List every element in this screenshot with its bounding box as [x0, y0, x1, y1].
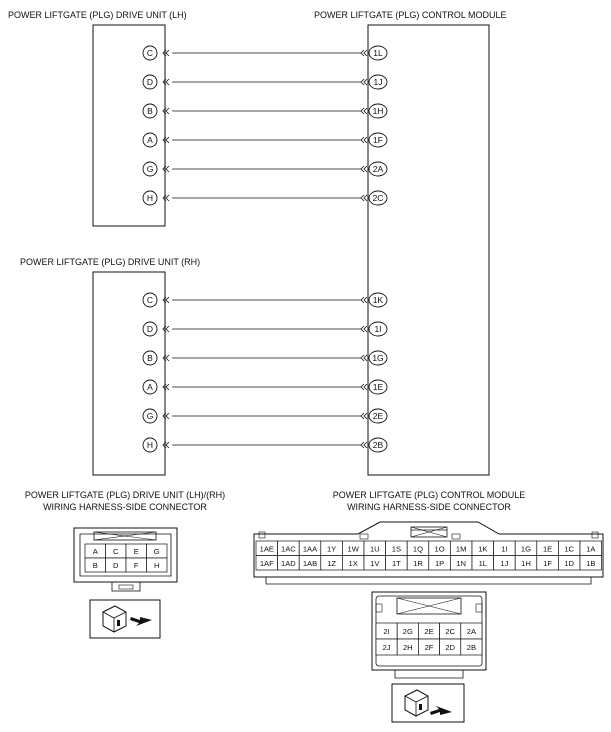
lh-wire-row	[143, 191, 387, 205]
module-connector-2-cell	[461, 623, 482, 639]
drive-connector-cell	[85, 544, 106, 558]
rh-drive-chevron	[163, 384, 169, 390]
rh-drive-chevron	[163, 413, 169, 419]
module-connector-2-cell	[440, 623, 461, 639]
rh-module-pin-label: 2E	[372, 411, 384, 421]
module-connector-2-cell-label: 2F	[424, 643, 434, 652]
rh-drive-pin-label: D	[146, 324, 154, 334]
drive-connector-cell-label: E	[133, 547, 139, 556]
lh-drive-pin-label: G	[146, 164, 154, 174]
rh-module-chevron	[361, 442, 367, 448]
module-connector-1-cell	[450, 541, 472, 556]
lh-module-pin-label: 1J	[373, 77, 383, 87]
module-connector-1-cell-label: 1J	[500, 558, 509, 568]
lh-drive-chevron	[163, 195, 169, 201]
module-connector-1-cell-label: 1B	[586, 558, 596, 568]
module-connector-2-cell	[461, 639, 482, 655]
rh-module-chevron	[361, 355, 367, 361]
module-connector-2-cell-label: 2E	[424, 627, 434, 636]
lh-module-chevron	[361, 137, 367, 143]
module-connector-1-cell	[472, 541, 494, 556]
module-connector-1-cell	[558, 556, 580, 571]
module-connector-1-cell	[386, 556, 408, 571]
module-connector-1-cell-label: 1Y	[326, 544, 337, 554]
drive-connector-cell	[126, 558, 147, 572]
module-connector-1-cell-label: 1AD	[281, 558, 296, 568]
lh-drive-pin-label: H	[146, 193, 154, 203]
module-connector-1-cell-label: 1D	[564, 558, 575, 568]
module-connector-1-cell-label: 1G	[520, 544, 532, 554]
lh-drive-unit-title: POWER LIFTGATE (PLG) DRIVE UNIT (LH)	[8, 10, 187, 20]
lh-module-pin-label: 2C	[372, 193, 384, 203]
module-connector-2-cell	[376, 639, 397, 655]
module-connector-1-cell	[537, 556, 559, 571]
rh-wire-row	[143, 351, 387, 365]
lh-module-pin-label: 2A	[372, 164, 384, 174]
lh-wire-row	[143, 133, 387, 147]
rh-drive-pin-label: C	[146, 295, 154, 305]
control-module-connector-2	[372, 592, 486, 678]
lh-drive-chevron	[163, 50, 169, 56]
module-connector-1-cell-label: 1AF	[259, 558, 274, 568]
rh-module-pin-label: 1I	[374, 324, 382, 334]
module-connector-1-cell	[321, 556, 343, 571]
module-connector-2-cell-label: 2G	[402, 627, 413, 636]
lh-module-chevron	[361, 166, 367, 172]
module-connector-1-cell-label: 1W	[347, 544, 359, 554]
module-connector-1-cell-label: 1P	[434, 558, 445, 568]
module-connector-1-cell	[256, 541, 278, 556]
module-connector-2-cell-label: 2J	[382, 643, 391, 652]
module-connector-1-cell-label: 1V	[370, 558, 380, 568]
drive-connector-cell	[126, 544, 147, 558]
module-connector-1-cell	[429, 556, 451, 571]
lh-wire-row	[143, 75, 387, 89]
module-connector-1-cell-label: 1A	[586, 544, 596, 554]
drive-connector-title-line2: WIRING HARNESS-SIDE CONNECTOR	[43, 502, 207, 512]
rh-module-chevron	[361, 297, 367, 303]
drive-connector-cell-label: D	[113, 561, 119, 570]
rh-drive-pin-label: A	[147, 382, 153, 392]
module-connector-1-cell-label: 1AB	[302, 558, 318, 568]
rh-module-chevron	[361, 413, 367, 419]
module-connector-title-line2: WIRING HARNESS-SIDE CONNECTOR	[347, 502, 511, 512]
module-connector-1-cell	[407, 541, 429, 556]
rh-drive-pin-label: G	[146, 411, 154, 421]
module-connector-1-cell	[364, 541, 386, 556]
module-connector-1-cell-label: 1U	[369, 544, 380, 554]
module-connector-1-cell-label: 1AA	[302, 544, 318, 554]
module-connector-1-cell	[342, 556, 364, 571]
module-connector-1-cell-label: 1L	[478, 558, 488, 568]
lh-drive-pin-label: B	[147, 106, 153, 116]
module-connector-2-cell-label: 2B	[466, 643, 477, 652]
lh-module-chevron	[361, 50, 367, 56]
drive-connector-cell-label: G	[153, 547, 160, 556]
drive-connector-cell-label: C	[113, 547, 119, 556]
rh-module-chevron	[361, 326, 367, 332]
rh-module-pin-label: 1G	[372, 353, 384, 363]
lh-module-chevron	[361, 195, 367, 201]
lh-wire-row	[143, 104, 387, 118]
module-connector-1-cell	[299, 556, 321, 571]
lh-wire-row	[143, 162, 387, 176]
drive-unit-connector	[74, 528, 177, 591]
module-connector-1-cell-label: 1Q	[412, 544, 424, 554]
module-connector-1-cell	[278, 556, 300, 571]
module-connector-2-cell	[418, 639, 439, 655]
lh-wire-row	[143, 46, 387, 60]
drive-connector-cell	[85, 558, 106, 572]
rh-wire-row	[143, 438, 387, 452]
module-connector-1-cell	[580, 556, 602, 571]
drive-connector-cell-label: H	[154, 561, 160, 570]
rh-drive-chevron	[163, 355, 169, 361]
module-connector-1-cell-label: 1R	[413, 558, 423, 568]
module-connector-1-cell	[321, 541, 343, 556]
module-connector-1-cell-label: 1S	[391, 544, 402, 554]
connector-view-icon	[90, 600, 160, 638]
module-connector-1-cell	[580, 541, 602, 556]
lh-drive-chevron	[163, 137, 169, 143]
module-connector-1-cell-label: 1K	[478, 544, 488, 554]
module-connector-1-cell	[407, 556, 429, 571]
rh-drive-chevron	[163, 326, 169, 332]
drive-connector-cell-label: B	[92, 561, 98, 570]
rh-drive-unit-title: POWER LIFTGATE (PLG) DRIVE UNIT (RH)	[20, 257, 201, 267]
module-connector-1-cell-label: 1E	[542, 544, 553, 554]
module-connector-1-cell	[558, 541, 580, 556]
drive-connector-cell	[147, 544, 168, 558]
rh-drive-chevron	[163, 442, 169, 448]
lh-module-chevron	[361, 79, 367, 85]
module-connector-2-cell	[397, 639, 418, 655]
connector-view-icon	[392, 684, 464, 722]
module-connector-1-cell-label: 1M	[455, 544, 467, 554]
rh-module-pin-label: 1E	[372, 382, 384, 392]
rh-wire-group	[143, 293, 387, 452]
module-connector-1-cell	[515, 541, 537, 556]
lh-drive-chevron	[163, 166, 169, 172]
drive-connector-cell-label: A	[92, 547, 98, 556]
drive-connector-title-line1: POWER LIFTGATE (PLG) DRIVE UNIT (LH)/(RH)	[24, 490, 226, 500]
module-connector-1-cell-label: 1X	[348, 558, 358, 568]
module-connector-1-cell-label: 1H	[521, 558, 531, 568]
rh-wire-row	[143, 380, 387, 394]
rh-module-pin-label: 2B	[372, 440, 384, 450]
module-connector-1-cell-label: 1N	[456, 558, 467, 568]
control-module-title: POWER LIFTGATE (PLG) CONTROL MODULE	[314, 10, 507, 20]
lh-module-chevron	[361, 108, 367, 114]
module-connector-2-cell-label: 2C	[445, 627, 456, 636]
lh-module-pin-label: 1F	[373, 135, 383, 145]
module-connector-1-cell	[278, 541, 300, 556]
module-connector-2-cell-label: 2D	[445, 643, 456, 652]
module-connector-title-line1: POWER LIFTGATE (PLG) CONTROL MODULE	[332, 490, 526, 500]
rh-module-pin-label: 1K	[372, 295, 384, 305]
rh-module-chevron	[361, 384, 367, 390]
lh-module-pin-label: 1L	[373, 48, 383, 58]
module-connector-1-cell-label: 1AE	[259, 544, 274, 554]
module-connector-1-cell	[472, 556, 494, 571]
lh-module-pin-label: 1H	[372, 106, 384, 116]
rh-drive-chevron	[163, 297, 169, 303]
module-connector-1-cell	[515, 556, 537, 571]
rh-wire-row	[143, 322, 387, 336]
drive-connector-cell	[147, 558, 168, 572]
rh-drive-pin-label: H	[146, 440, 154, 450]
module-connector-1-cell-label: 1Z	[327, 558, 337, 568]
drive-connector-cell-label: F	[133, 561, 139, 570]
module-connector-1-cell	[342, 541, 364, 556]
module-connector-2-cell	[440, 639, 461, 655]
module-connector-2-cell-label: 2A	[466, 627, 477, 636]
module-connector-1-cell-label: 1AC	[281, 544, 296, 554]
module-connector-2-cell	[376, 623, 397, 639]
module-connector-1-cell-label: 1I	[501, 544, 508, 554]
module-connector-1-cell	[364, 556, 386, 571]
rh-drive-pin-label: B	[147, 353, 153, 363]
lh-wire-group	[143, 46, 387, 205]
module-connector-2-cell-label: 2I	[383, 627, 390, 636]
module-connector-2-cell-label: 2H	[402, 643, 413, 652]
lh-drive-pin-label: C	[146, 48, 154, 58]
control-module-connector-1	[254, 522, 603, 584]
drive-connector-cell	[106, 544, 127, 558]
rh-wire-row	[143, 409, 387, 423]
lh-drive-pin-label: A	[147, 135, 153, 145]
drive-connector-cell	[106, 558, 127, 572]
lh-drive-chevron	[163, 79, 169, 85]
lh-drive-chevron	[163, 108, 169, 114]
lh-drive-pin-label: D	[146, 77, 154, 87]
module-connector-1-cell-label: 1C	[564, 544, 575, 554]
module-connector-1-cell	[256, 556, 278, 571]
module-connector-2-cell	[397, 623, 418, 639]
module-connector-1-cell	[429, 541, 451, 556]
module-connector-1-cell	[494, 541, 516, 556]
control-module-box	[368, 25, 489, 475]
module-connector-1-cell-label: 1T	[391, 558, 401, 568]
module-connector-1-cell	[537, 541, 559, 556]
module-connector-1-cell	[299, 541, 321, 556]
rh-wire-row	[143, 293, 387, 307]
module-connector-1-cell	[494, 556, 516, 571]
module-connector-1-cell	[450, 556, 472, 571]
module-connector-2-cell	[418, 623, 439, 639]
module-connector-1-cell-label: 1O	[434, 544, 445, 554]
module-connector-1-cell-label: 1F	[543, 558, 553, 568]
module-connector-1-cell	[386, 541, 408, 556]
